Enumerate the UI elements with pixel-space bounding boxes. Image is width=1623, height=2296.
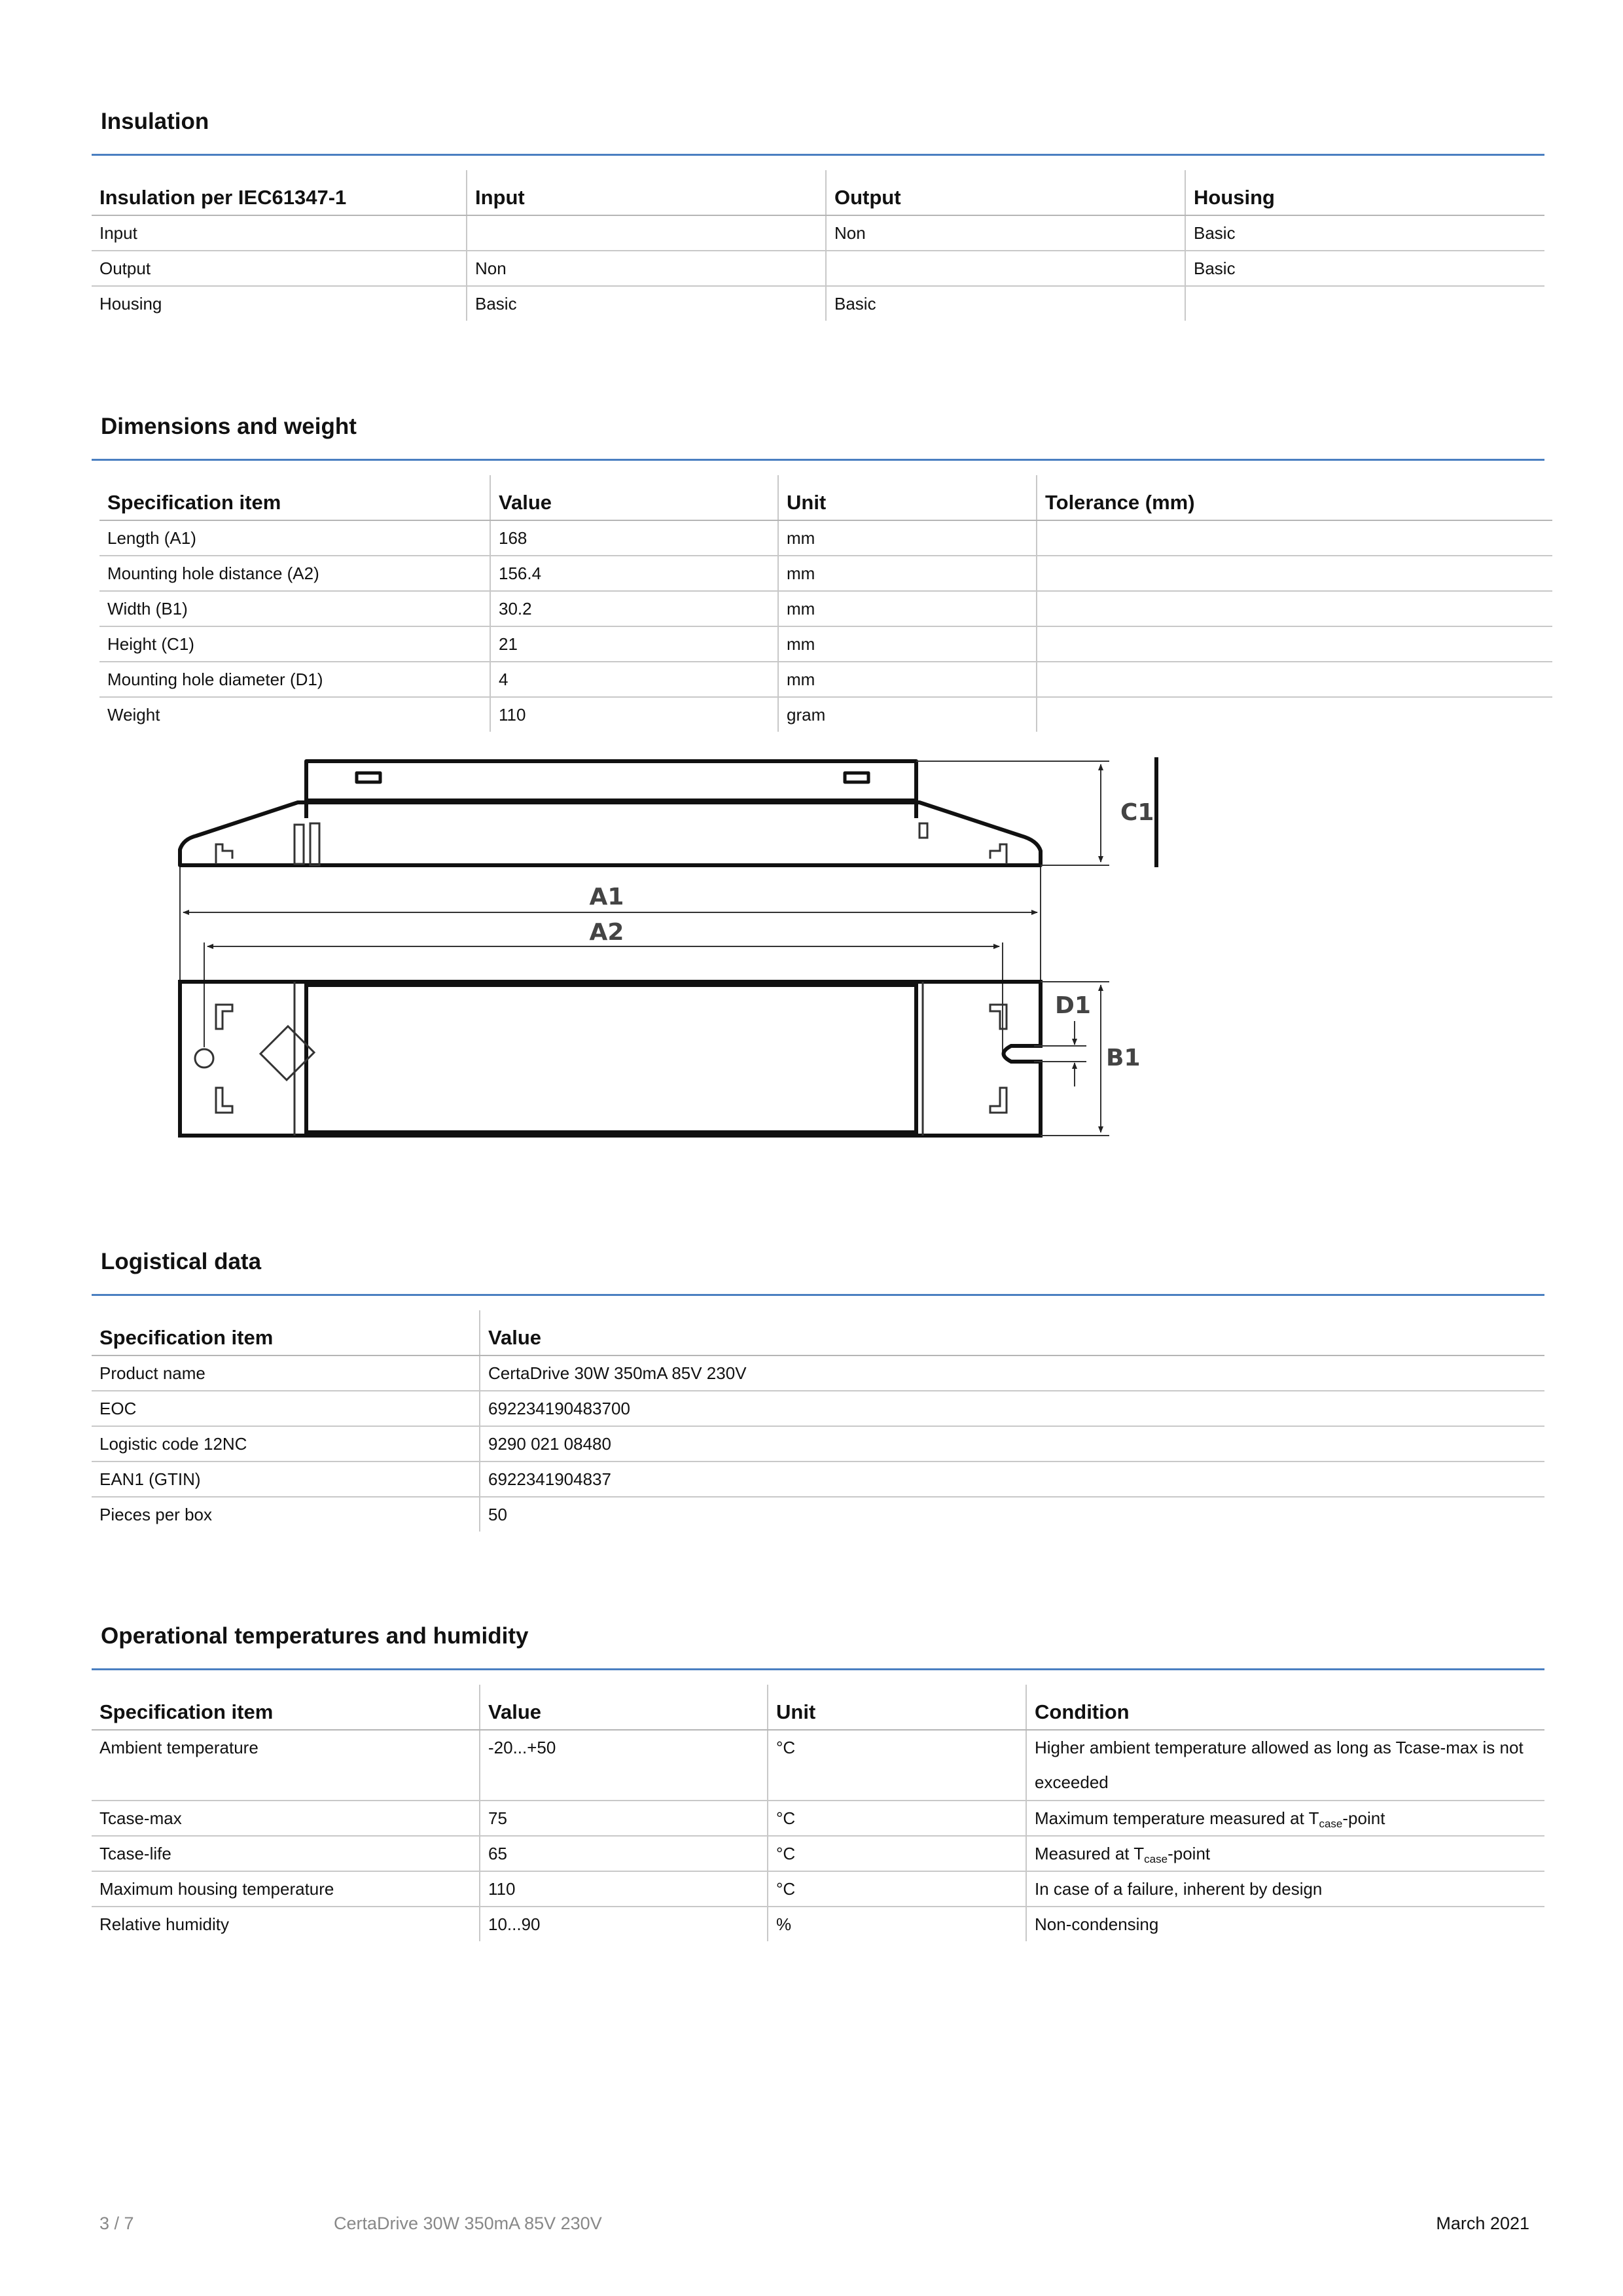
logistical-section <box>92 1249 1544 1524</box>
table-cell <box>467 215 826 251</box>
table-row <box>92 1801 1544 1836</box>
table-cell: Basic <box>1185 251 1544 286</box>
table-row <box>92 1497 1544 1532</box>
table-cell <box>1037 626 1552 662</box>
table-row <box>99 662 1552 697</box>
table-row <box>99 591 1552 626</box>
table-cell: Logistic code 12NC <box>92 1426 480 1462</box>
table-row <box>92 1391 1544 1426</box>
table-cell: Input <box>92 215 467 251</box>
table-cell: Basic <box>826 286 1185 321</box>
section-title: Operational temperatures and humidity <box>101 1623 529 1649</box>
section-title: Logistical data <box>101 1249 262 1274</box>
table-cell: mm <box>778 626 1037 662</box>
table-cell <box>1026 1836 1544 1871</box>
table-cell <box>826 251 1185 286</box>
subscript: case <box>1319 1818 1343 1830</box>
column-header: Input <box>467 170 826 215</box>
dimension-label-c1: C1 <box>1120 799 1154 826</box>
side-view-cover <box>306 761 916 800</box>
table-cell: °C <box>768 1871 1026 1907</box>
table-row <box>92 1730 1544 1801</box>
table-cell: Weight <box>107 705 160 725</box>
column-header: Unit <box>778 475 1037 520</box>
table-cell: In case of a failure, inherent by design <box>1026 1871 1544 1907</box>
condition-text: -point <box>1342 1808 1385 1828</box>
table-row <box>92 251 1544 286</box>
table-cell <box>1037 662 1552 697</box>
table-cell: Product name <box>92 1355 480 1391</box>
table-cell: Higher ambient temperature allowed as long as Tcase-max is not exceeded <box>1026 1730 1544 1801</box>
table-cell: Width (B1) <box>99 591 490 626</box>
table-header-row <box>92 1685 1544 1730</box>
column-header: Insulation per IEC61347-1 <box>92 170 467 215</box>
table-cell: Output <box>92 251 467 286</box>
divider <box>92 459 1544 461</box>
table-cell: Non-condensing <box>1026 1907 1544 1941</box>
table-cell: 9290 021 08480 <box>480 1426 1544 1462</box>
table-cell <box>1037 697 1552 732</box>
table-cell <box>1185 286 1544 321</box>
footer-product-name: CertaDrive 30W 350mA 85V 230V <box>334 2214 602 2233</box>
table-row <box>92 1462 1544 1497</box>
table-cell: Maximum housing temperature <box>92 1871 480 1907</box>
top-view-cover <box>306 985 916 1132</box>
condition-text: -point <box>1168 1844 1211 1863</box>
table-cell: gram <box>778 697 1037 732</box>
table-cell <box>1037 556 1552 591</box>
column-header: Value <box>480 1310 1544 1355</box>
dimensions-section <box>92 414 1544 741</box>
operational-table <box>92 1685 1544 1941</box>
table-cell: 6922341904837 <box>480 1462 1544 1497</box>
table-row <box>99 520 1552 556</box>
table-row <box>99 556 1552 591</box>
table-cell: % <box>768 1907 1026 1941</box>
dimension-drawing <box>164 746 1158 1152</box>
section-title: Dimensions and weight <box>101 414 357 439</box>
table-header-row <box>92 1310 1544 1355</box>
table-cell: Height (C1) <box>99 626 490 662</box>
table-cell: -20...+50 <box>480 1730 768 1801</box>
column-header: Housing <box>1185 170 1544 215</box>
table-cell: 156.4 <box>490 556 778 591</box>
column-header: Specification item <box>92 1685 480 1730</box>
dimension-label-a1: A1 <box>589 884 624 910</box>
section-title: Insulation <box>101 109 209 134</box>
table-header-row <box>92 170 1544 215</box>
table-cell: °C <box>768 1730 1026 1801</box>
table-cell: 75 <box>480 1801 768 1836</box>
table-cell: mm <box>778 591 1037 626</box>
table-cell: mm <box>778 520 1037 556</box>
table-cell: mm <box>778 556 1037 591</box>
table-cell: Tcase-max <box>92 1801 480 1836</box>
divider <box>92 1668 1544 1670</box>
dimensions-table <box>99 475 1552 732</box>
table-cell: EAN1 (GTIN) <box>92 1462 480 1497</box>
column-header: Output <box>826 170 1185 215</box>
divider <box>92 154 1544 156</box>
table-cell: 50 <box>480 1497 1544 1532</box>
divider <box>92 1294 1544 1296</box>
table-cell: 4 <box>490 662 778 697</box>
table-cell: Non <box>467 251 826 286</box>
table-row <box>99 626 1552 662</box>
column-header: Condition <box>1026 1685 1544 1730</box>
table-cell: Housing <box>99 294 162 314</box>
column-header: Tolerance (mm) <box>1037 475 1552 520</box>
table-cell: Length (A1) <box>99 520 490 556</box>
table-row <box>92 1907 1544 1941</box>
table-row <box>92 215 1544 251</box>
table-cell: 168 <box>490 520 778 556</box>
logistical-table <box>92 1310 1544 1532</box>
table-cell: Mounting hole diameter (D1) <box>99 662 490 697</box>
table-cell: Ambient temperature <box>92 1730 480 1801</box>
footer-page-number: 3 / 7 <box>99 2214 134 2233</box>
table-cell <box>1026 1801 1544 1836</box>
table-cell: 30.2 <box>490 591 778 626</box>
table-row <box>92 1355 1544 1391</box>
column-header: Specification item <box>92 1310 480 1355</box>
table-cell: Mounting hole distance (A2) <box>99 556 490 591</box>
insulation-section <box>92 109 1544 325</box>
table-cell: 692234190483700 <box>480 1391 1544 1426</box>
table-cell: Non <box>826 215 1185 251</box>
table-cell: °C <box>768 1801 1026 1836</box>
table-cell: Basic <box>467 286 826 321</box>
condition-text: Measured at T <box>1035 1844 1145 1863</box>
column-header: Value <box>480 1685 768 1730</box>
table-cell: 65 <box>480 1836 768 1871</box>
table-cell: CertaDrive 30W 350mA 85V 230V <box>480 1355 1544 1391</box>
dimension-label-a2: A2 <box>589 919 624 946</box>
table-cell: Pieces per box <box>99 1505 212 1524</box>
condition-text: Maximum temperature measured at T <box>1035 1808 1319 1828</box>
side-view-outline <box>180 802 1041 865</box>
table-cell: mm <box>778 662 1037 697</box>
column-header: Value <box>490 475 778 520</box>
column-header: Unit <box>768 1685 1026 1730</box>
table-cell <box>1037 520 1552 556</box>
insulation-table <box>92 170 1544 321</box>
column-header: Specification item <box>99 475 490 520</box>
table-header-row <box>99 475 1552 520</box>
table-cell: 21 <box>490 626 778 662</box>
table-cell: Tcase-life <box>92 1836 480 1871</box>
table-row <box>92 1871 1544 1907</box>
table-cell: 110 <box>490 697 778 732</box>
table-row <box>92 1836 1544 1871</box>
dimension-label-d1: D1 <box>1055 992 1091 1019</box>
footer-date: March 2021 <box>1436 2214 1529 2233</box>
table-cell: EOC <box>92 1391 480 1426</box>
table-cell: 110 <box>480 1871 768 1907</box>
dimension-label-b1: B1 <box>1106 1045 1141 1071</box>
table-cell: °C <box>768 1836 1026 1871</box>
subscript: case <box>1144 1853 1168 1865</box>
table-cell: 10...90 <box>480 1907 768 1941</box>
table-row <box>92 286 1544 321</box>
table-cell: Basic <box>1185 215 1544 251</box>
table-cell: Relative humidity <box>99 1914 229 1934</box>
table-row <box>92 1426 1544 1462</box>
end-view-outline <box>1156 759 1158 865</box>
operational-section <box>92 1623 1544 1964</box>
table-cell <box>1037 591 1552 626</box>
table-row <box>99 697 1552 732</box>
